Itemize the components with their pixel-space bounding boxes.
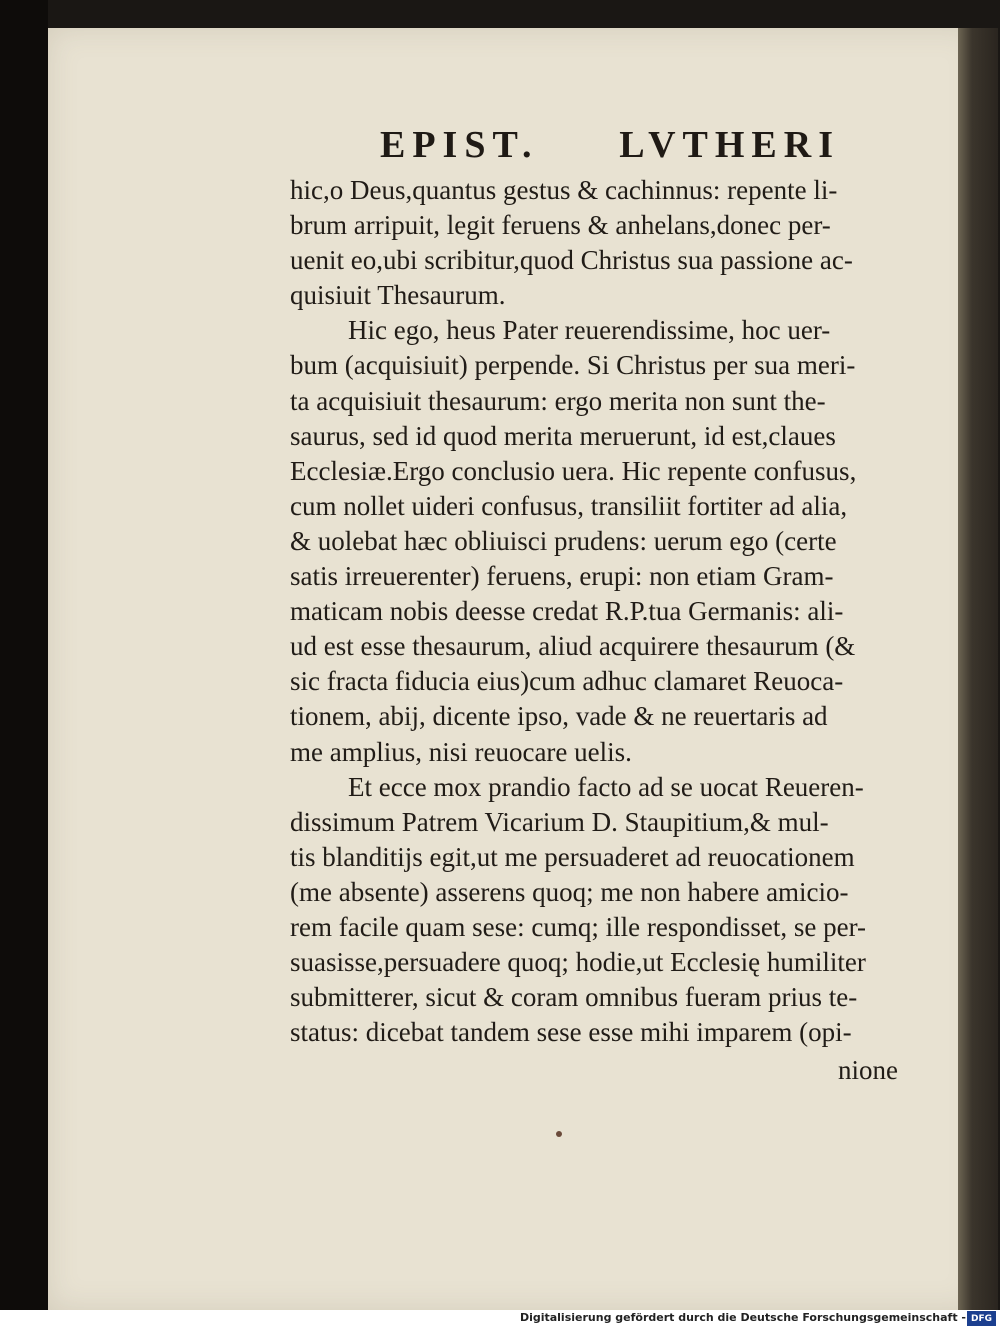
- running-head: [380, 125, 840, 165]
- text-line: maticam nobis deesse credat R.P.tua Germanis: ali-: [290, 596, 844, 627]
- text-line: rem facile quam sese: cumq; ille respondisset, se per-: [290, 911, 867, 942]
- text-line: tis blanditijs egit,ut me persuaderet ad reuocationem: [290, 841, 855, 872]
- text-line: suasisse,persuadere quoq; hodie,ut Ecclesię humiliter: [290, 947, 866, 978]
- text-line: submitterer, sicut & coram omnibus fueram prius te-: [290, 982, 858, 1013]
- text-line: uenit eo,ubi scribitur,quod Christus sua passione ac-: [290, 245, 853, 276]
- paper-spot: [556, 1131, 562, 1137]
- dfg-logo: DFG: [967, 1311, 996, 1326]
- funding-credit: Digitalisierung gefördert durch die Deutsche Forschungsgemeinschaft -: [519, 1311, 966, 1324]
- footer-bar: [0, 1310, 1000, 1327]
- text-line: hic,o Deus,quantus gestus & cachinnus: repente li-: [290, 175, 838, 205]
- page-fore-edge: [958, 28, 998, 1310]
- text-line: cum nollet uideri confusus, transiliit fortiter ad alia,: [290, 490, 848, 521]
- text-line: bum (acquisiuit) perpende. Si Christus per sua meri-: [290, 350, 856, 381]
- text-line: (me absente) asserens quoq; me non habere amicio-: [290, 876, 849, 907]
- text-line: brum arripuit, legit feruens & anhelans,donec per-: [290, 210, 831, 241]
- running-head-left: EPIST.: [380, 124, 539, 166]
- text-line: sic fracta fiducia eius)cum adhuc clamaret Reuoca-: [290, 666, 844, 697]
- text-line: saurus, sed id quod merita meruerunt, id est,claues: [290, 420, 836, 451]
- text-line: me amplius, nisi reuocare uelis.: [290, 736, 632, 767]
- text-line: status: dicebat tandem sese esse mihi imparem (opi-: [290, 1017, 852, 1048]
- text-line: dissimum Patrem Vicarium D. Staupitium,& mul-: [290, 806, 829, 837]
- gutter-shadow: [0, 0, 48, 1310]
- text-line: Ecclesiæ.Ergo conclusio uera. Hic repente confusus,: [290, 455, 857, 486]
- paragraph-start-line: Et ecce mox prandio facto ad se uocat Reueren-: [348, 771, 864, 802]
- text-line: quisiuit Thesaurum.: [290, 280, 506, 311]
- paragraph-start-line: Hic ego, heus Pater reuerendissime, hoc uer-: [348, 315, 831, 346]
- running-head-right: LVTHERI: [619, 124, 840, 166]
- text-line: satis irreuerenter) feruens, erupi: non etiam Gram-: [290, 561, 834, 592]
- text-line: & uolebat hæc obliuisci prudens: uerum ego (certe: [290, 525, 837, 556]
- body-text: [290, 173, 930, 1050]
- catchword: nione: [838, 1055, 898, 1085]
- text-line: ud est esse thesaurum, aliud acquirere thesaurum (&: [290, 631, 856, 662]
- text-line: ta acquisiuit thesaurum: ergo merita non sunt the-: [290, 385, 826, 416]
- text-line: tionem, abij, dicente ipso, vade & ne reuertaris ad: [290, 701, 828, 732]
